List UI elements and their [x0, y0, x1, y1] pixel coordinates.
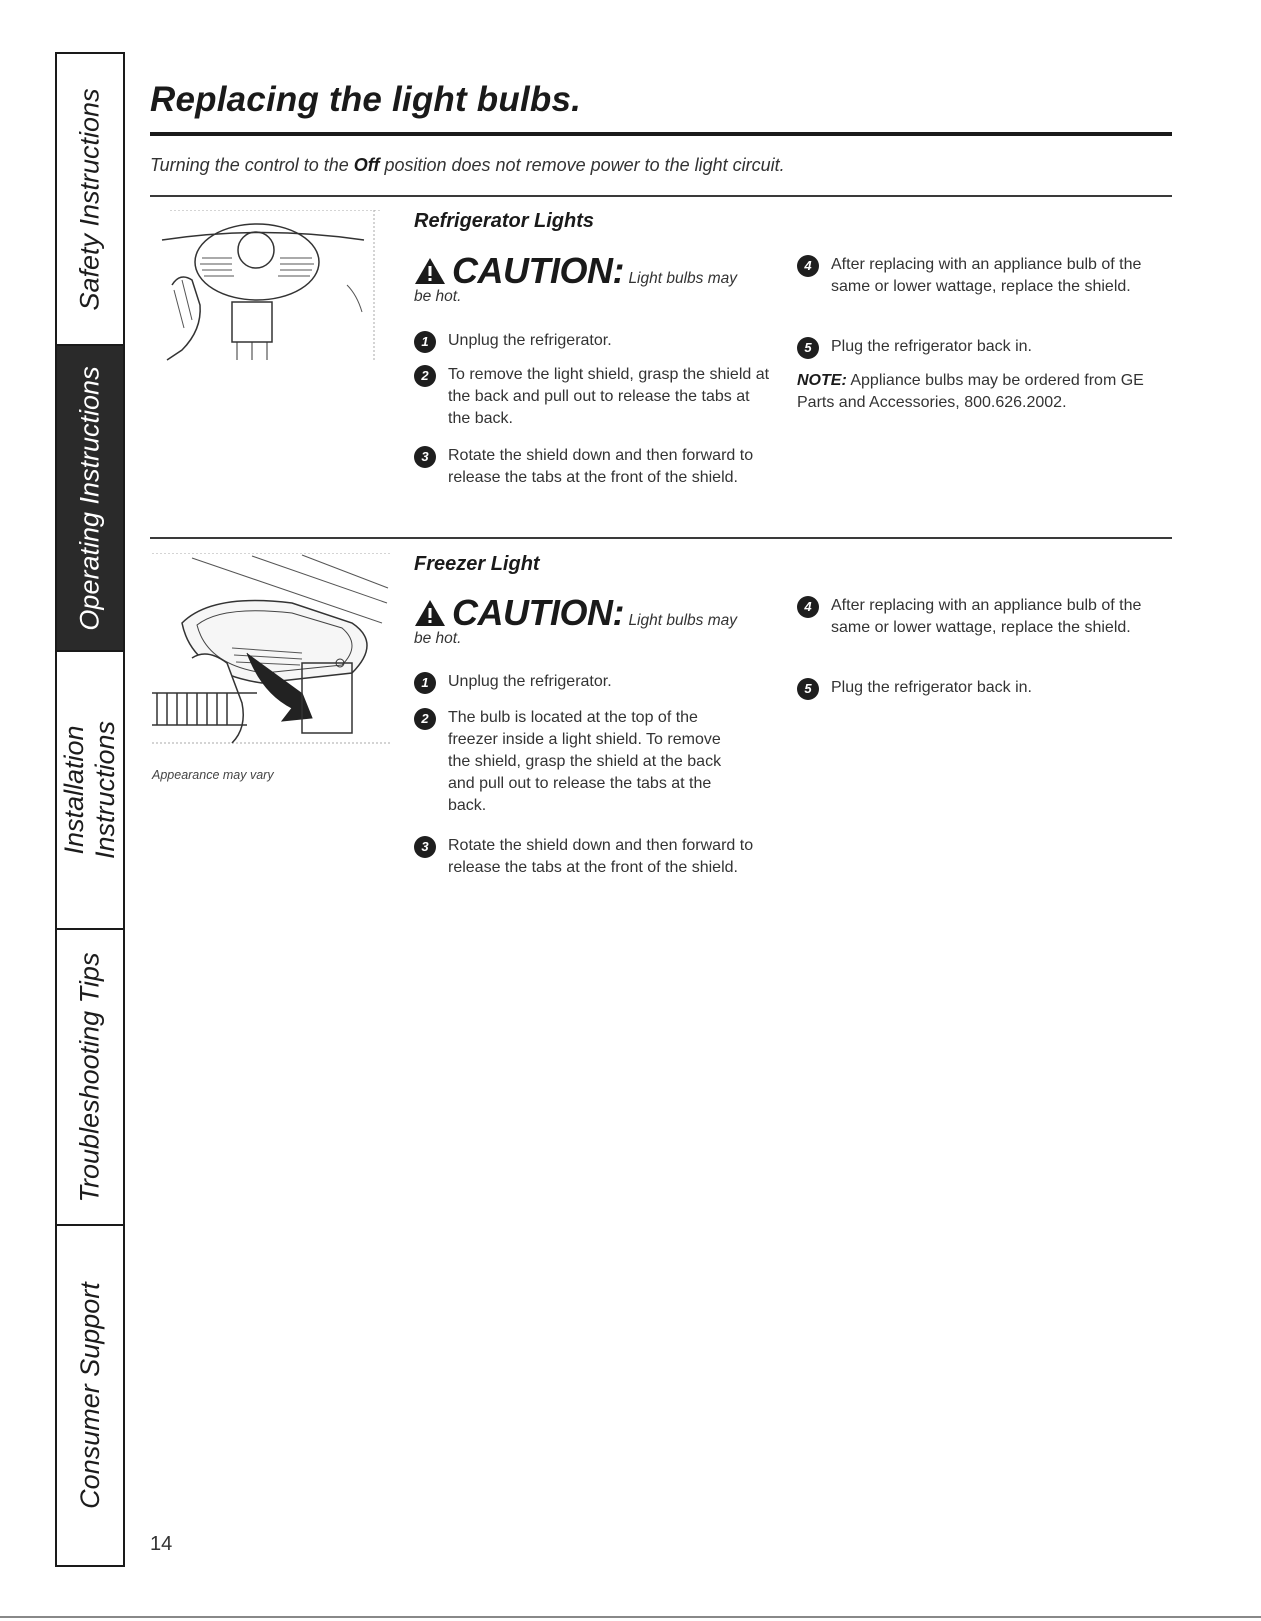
refrigerator-light-illustration: [152, 210, 380, 370]
tab-consumer-support[interactable]: [57, 1226, 123, 1565]
step-text: After replacing with an appliance bulb of the same or lower wattage, replace the shield.: [831, 597, 1142, 636]
tab-operating-instructions[interactable]: [57, 346, 123, 652]
step-text: Unplug the refrigerator.: [448, 673, 612, 690]
step-text: After replacing with an appliance bulb of the same or lower wattage, replace the shield.: [831, 256, 1142, 295]
refrigerator-step-5: [797, 336, 1157, 359]
step-text: Plug the refrigerator back in.: [831, 679, 1032, 696]
freezer-step-3: [414, 835, 774, 879]
freezer-step-1: [414, 671, 774, 694]
section-tabs: [55, 52, 125, 1567]
note-label: NOTE:: [797, 372, 847, 389]
tab-safety-instructions[interactable]: [57, 54, 123, 346]
warning-triangle-icon: [414, 257, 446, 290]
refrigerator-step-4: [797, 254, 1142, 298]
step-text: Rotate the shield down and then forward to release the tabs at the front of the shield.: [448, 447, 754, 486]
tab-installation-instructions[interactable]: [57, 652, 123, 930]
tab-label-line1: Installation: [59, 725, 89, 855]
page-number: 14: [150, 1533, 173, 1555]
image-caption: Appearance may vary: [152, 768, 274, 782]
page-subtitle: Turning the control to the Off position does not remove power to the light circuit.: [150, 155, 785, 175]
step-number-icon: 2: [414, 708, 436, 730]
tab-label: Consumer Support: [74, 1282, 105, 1509]
step-number-icon: 4: [797, 596, 819, 618]
refrigerator-caution: [414, 250, 764, 306]
step-number-icon: 5: [797, 678, 819, 700]
caution-label: CAUTION:: [452, 592, 624, 633]
freezer-step-4: [797, 595, 1142, 639]
step-number-icon: 5: [797, 337, 819, 359]
refrigerator-step-2: [414, 364, 774, 430]
caution-text-line2: be hot.: [414, 288, 462, 305]
freezer-caution: [414, 592, 764, 648]
refrigerator-lights-heading: Refrigerator Lights: [414, 210, 595, 232]
step-number-icon: 4: [797, 255, 819, 277]
tab-troubleshooting-tips[interactable]: [57, 930, 123, 1226]
step-number-icon: 2: [414, 365, 436, 387]
freezer-light-heading: Freezer Light: [414, 553, 540, 575]
step-number-icon: 1: [414, 331, 436, 353]
step-text: Plug the refrigerator back in.: [831, 338, 1032, 355]
freezer-step-2: [414, 707, 744, 817]
refrigerator-note: [797, 370, 1167, 414]
step-text: To remove the light shield, grasp the shield at the back and pull out to release the tabs at the back.: [448, 366, 770, 427]
step-number-icon: 3: [414, 836, 436, 858]
step-number-icon: 3: [414, 446, 436, 468]
caution-label: CAUTION:: [452, 250, 624, 291]
note-text: Appliance bulbs may be ordered from GE Parts and Accessories, 800.626.2002.: [797, 372, 1144, 411]
caution-text: Light bulbs may: [628, 270, 737, 287]
caution-text-line2: be hot.: [414, 630, 462, 647]
page-bottom-edge: [0, 1616, 1261, 1618]
step-text: Unplug the refrigerator.: [448, 332, 612, 349]
refrigerator-step-1: [414, 330, 774, 353]
section-divider: [150, 195, 1172, 197]
refrigerator-step-3: [414, 445, 774, 489]
title-rule: [150, 132, 1172, 136]
step-text: Rotate the shield down and then forward to release the tabs at the front of the shield.: [448, 837, 754, 876]
caution-text: Light bulbs may: [628, 612, 737, 629]
tab-label: Troubleshooting Tips: [74, 952, 105, 1202]
warning-triangle-icon: [414, 599, 446, 632]
tab-label-line2: Instructions: [90, 720, 120, 860]
freezer-light-illustration: [152, 553, 390, 748]
tab-label: Operating Instructions: [74, 365, 105, 631]
page-title: Replacing the light bulbs.: [150, 80, 582, 119]
step-text: The bulb is located at the top of the freezer inside a light shield. To remove the shield, grasp the shield at the back and pull out to release the tabs at the back.: [448, 709, 722, 814]
tab-label: Safety Instructions: [74, 87, 105, 311]
freezer-step-5: [797, 677, 1157, 700]
section-divider: [150, 537, 1172, 539]
step-number-icon: 1: [414, 672, 436, 694]
